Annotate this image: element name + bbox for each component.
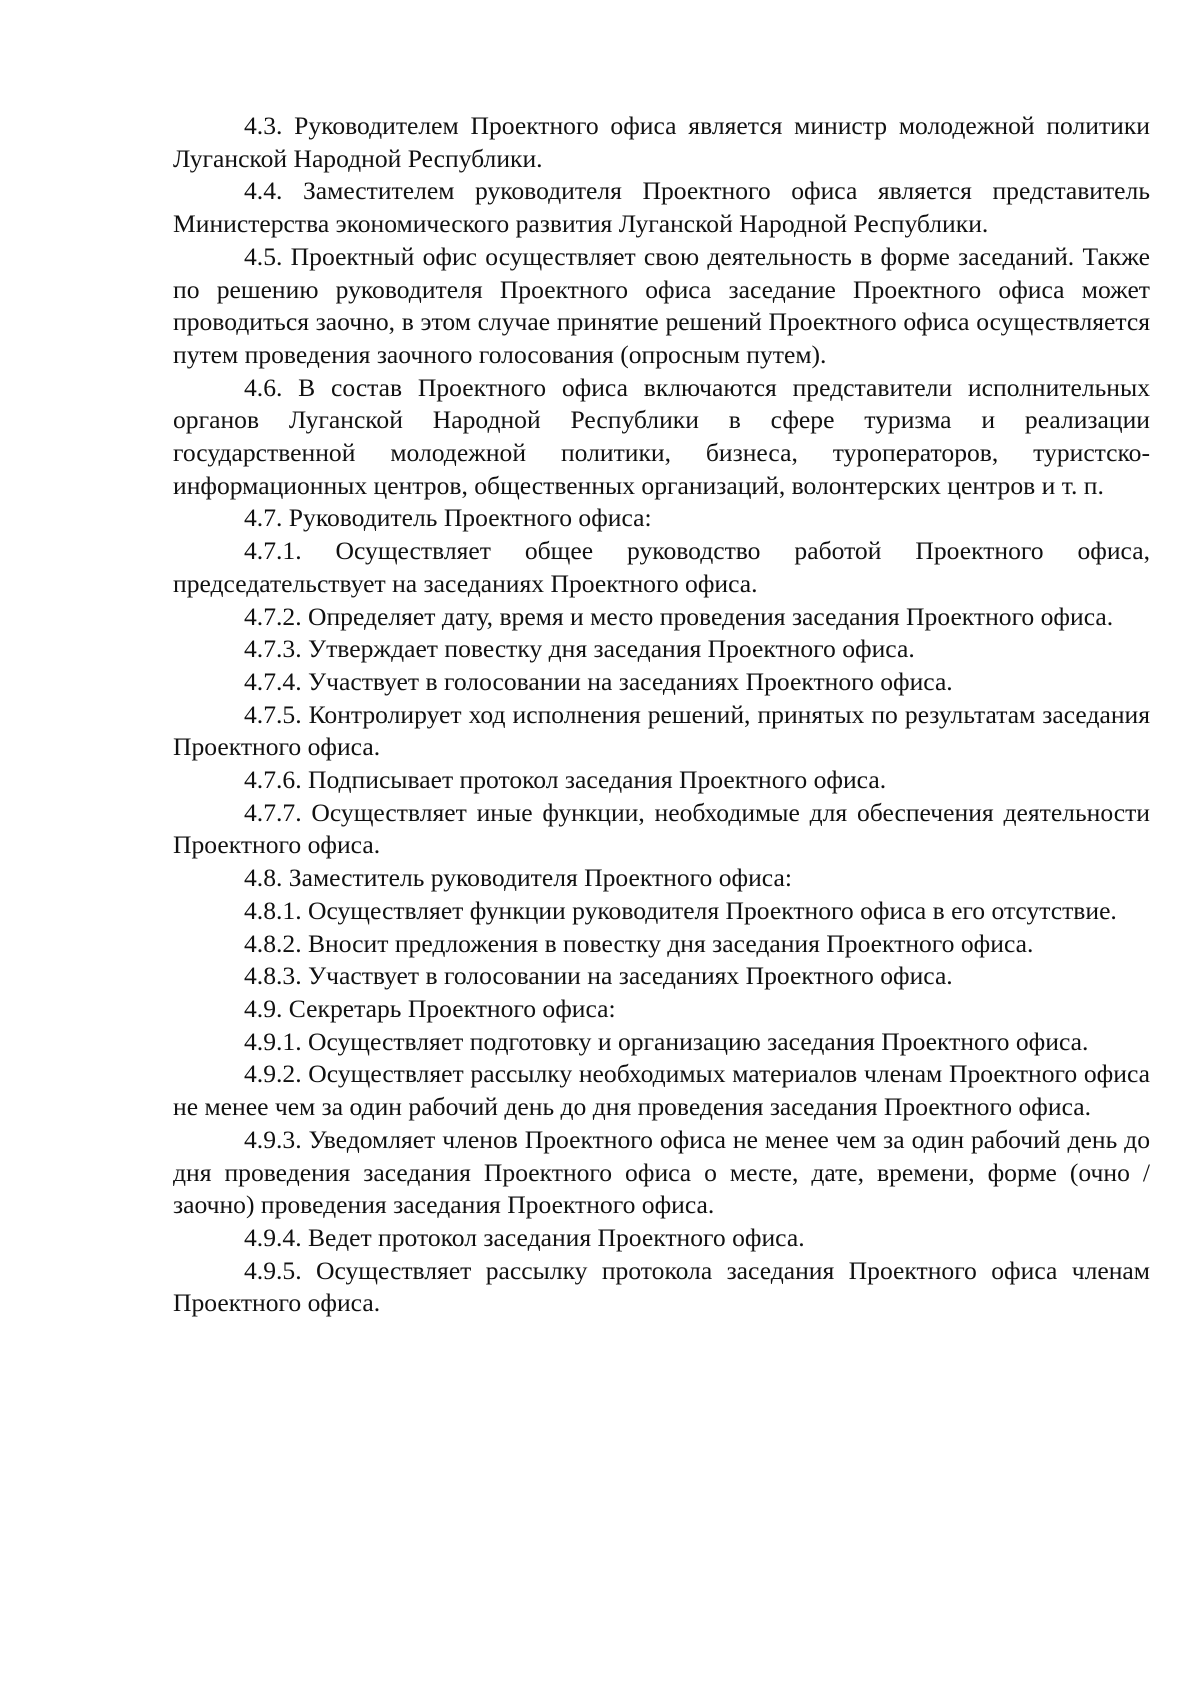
paragraph-4-9-2: 4.9.2. Осуществляет рассылку необходимых материалов членам Проектного офиса не менее чем за один рабочий день до дня проведения заседания Проектного офиса. (173, 1059, 1150, 1122)
paragraph-4-9-1: 4.9.1. Осуществляет подготовку и организацию заседания Проектного офиса. (244, 1026, 1089, 1056)
paragraph-4-7-4: 4.7.4. Участвует в голосовании на заседаниях Проектного офиса. (244, 666, 953, 696)
paragraph-4-7-5: 4.7.5. Контролирует ход исполнения решений, принятых по результатам заседания Проектного офиса. (173, 699, 1150, 762)
paragraph-4-8-2: 4.8.2. Вносит предложения в повестку дня заседания Проектного офиса. (244, 928, 1034, 958)
paragraph-4-4: 4.4. Заместителем руководителя Проектного офиса является представитель Министерства экономического развития Луганской Народной Республики. (173, 176, 1150, 239)
paragraph-4-5: 4.5. Проектный офис осуществляет свою деятельность в форме заседаний. Также по решению руководителя Проектного офиса заседание Проектного офиса может проводиться заочно, в этом случае принятие решений Проектного офиса осуществляется путем проведения заочного голосования (опросным путем). (173, 241, 1150, 369)
paragraph-4-9: 4.9. Секретарь Проектного офиса: (244, 993, 616, 1023)
paragraph-4-7-6: 4.7.6. Подписывает протокол заседания Проектного офиса. (244, 765, 887, 795)
paragraph-4-9-5: 4.9.5. Осуществляет рассылку протокола заседания Проектного офиса членам Проектного офиса. (173, 1255, 1150, 1318)
paragraph-4-8-3: 4.8.3. Участвует в голосовании на заседаниях Проектного офиса. (244, 961, 953, 991)
paragraph-4-7-1: 4.7.1. Осуществляет общее руководство работой Проектного офиса, председательствует на заседаниях Проектного офиса. (173, 536, 1150, 598)
paragraph-4-7: 4.7. Руководитель Проектного офиса: (244, 503, 652, 533)
paragraph-4-9-3: 4.9.3. Уведомляет членов Проектного офиса не менее чем за один рабочий день до дня проведения заседания Проектного офиса о месте, дате, времени, форме (очно / заочно) проведения заседания Проектного офиса. (173, 1124, 1150, 1220)
paragraph-4-7-2: 4.7.2. Определяет дату, время и место проведения заседания Проектного офиса. (244, 601, 1114, 631)
paragraph-4-7-3: 4.7.3. Утверждает повестку дня заседания Проектного офиса. (244, 634, 915, 664)
paragraph-4-6: 4.6. В состав Проектного офиса включаются представители исполнительных органов Луганской Народной Республики в сфере туризма и реализации государственной молодежной политики, бизнеса, туроператоров, туристско-информационных центров, общественных организаций, волонтерских центров и т. п. (173, 372, 1150, 500)
paragraph-4-9-4: 4.9.4. Ведет протокол заседания Проектного офиса. (244, 1222, 805, 1252)
paragraph-4-7-7: 4.7.7. Осуществляет иные функции, необходимые для обеспечения деятельности Проектного офиса. (173, 797, 1150, 860)
paragraph-4-8: 4.8. Заместитель руководителя Проектного офиса: (244, 863, 792, 893)
paragraph-4-8-1: 4.8.1. Осуществляет функции руководителя Проектного офиса в его отсутствие. (244, 895, 1117, 925)
paragraph-4-3: 4.3. Руководителем Проектного офиса является министр молодежной политики Луганской Народной Республики. (173, 111, 1150, 173)
document-page (173, 110, 1150, 1320)
